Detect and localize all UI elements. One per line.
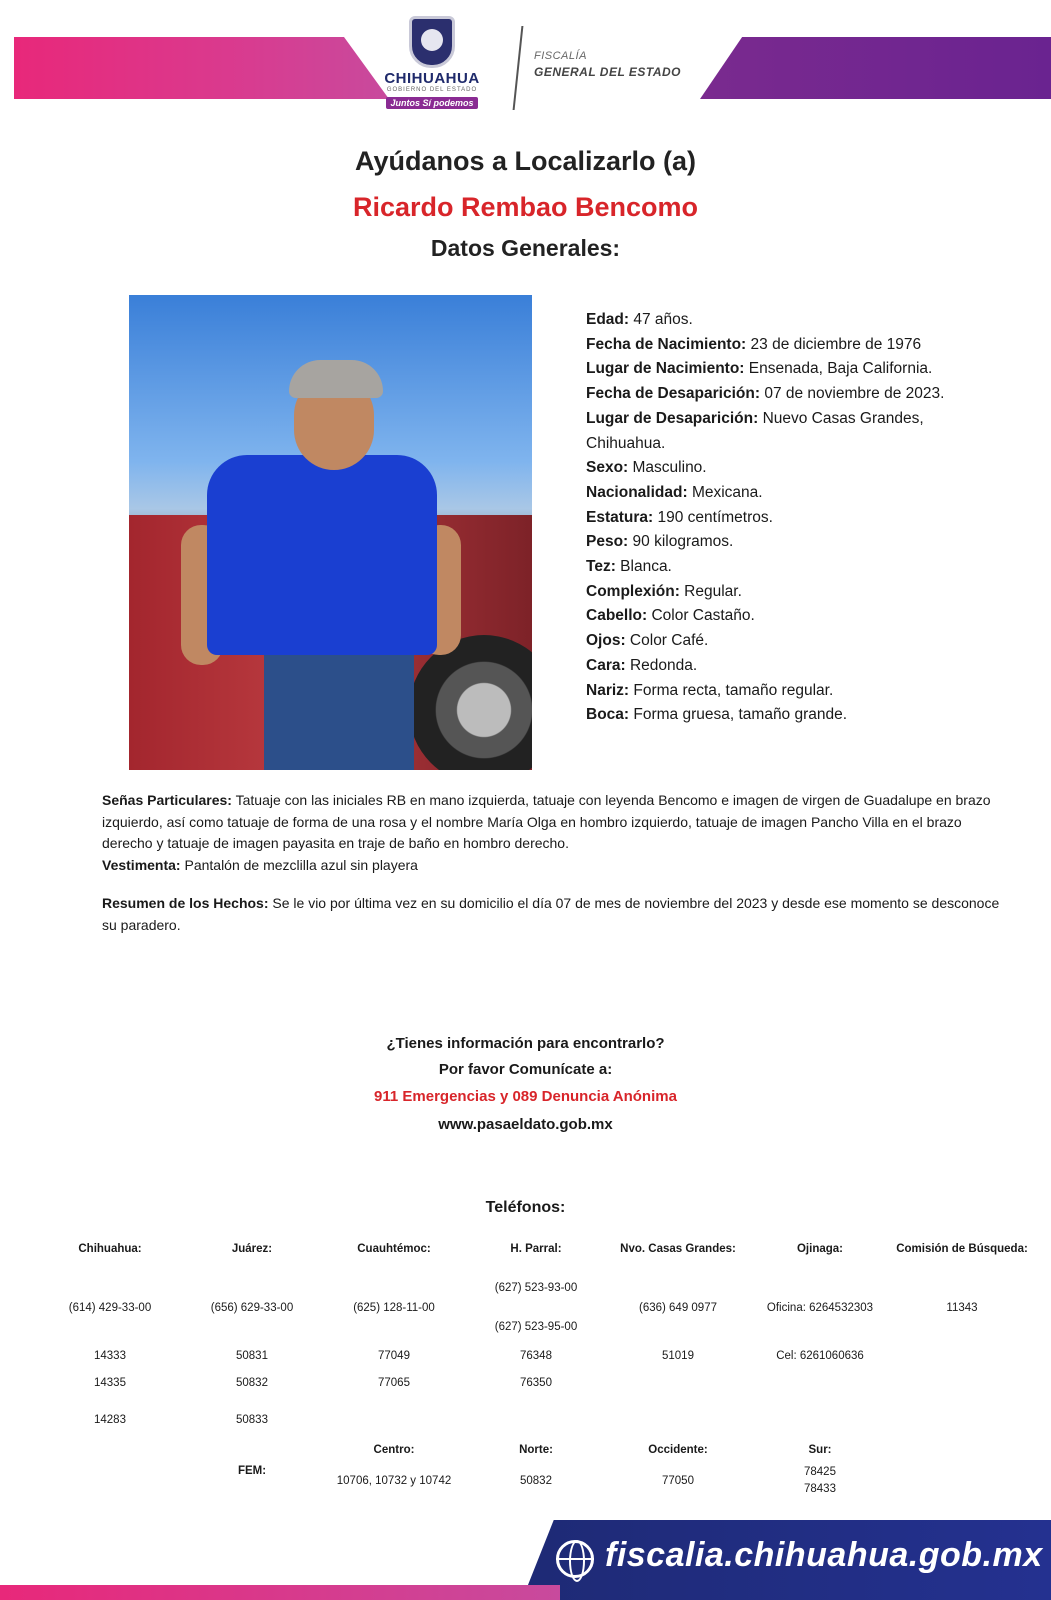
ext-chihuahua-3: 14283 [94,1414,126,1426]
fem-occidente-value: 77050 [662,1475,694,1487]
phone-header-juarez: Juárez: [231,1243,273,1255]
phone-comision-main: 11343 [946,1302,978,1314]
phone-ojinaga-cel: Cel: 6261060636 [776,1350,864,1362]
ext-nvo-casas-1: 51019 [662,1350,694,1362]
contact-please: Por favor Comunícate a: [438,1061,613,1078]
distinguishing-marks [102,790,1012,876]
phone-parral-main1: (627) 523-93-00 [494,1282,578,1294]
fem-header-norte: Norte: [519,1444,553,1456]
ext-chihuahua-2: 14335 [94,1377,126,1389]
ext-chihuahua-1: 14333 [94,1350,126,1362]
data-estatura: Estatura: 190 centímetros. [586,508,773,526]
data-lugar-desaparicion: Lugar de Desaparición: Nuevo Casas Grandes, Chihuahua. [586,409,924,452]
phone-header-parral: H. Parral: [510,1243,562,1255]
vestimenta-paragraph: Vestimenta: Pantalón de mezclilla azul sin playera [102,856,418,873]
data-nacionalidad: Nacionalidad: Mexicana. [586,483,763,501]
data-edad: Edad: 47 años. [586,311,693,328]
slogan-badge: Juntos Sí podemos [386,97,477,109]
fem-header-occidente: Occidente: [648,1444,708,1456]
data-tez: Tez: Blanca. [586,558,672,576]
fem-norte-value: 50832 [520,1475,552,1487]
phone-header-chihuahua: Chihuahua: [78,1243,142,1255]
summary-of-facts: Resumen de los Hechos: Se le vio por última vez en su domicilio el día 07 de mes de noviembre del 2023 y desde ese momento se desconoce su paradero. [102,895,1000,933]
data-nariz: Nariz: Forma recta, tamaño regular. [586,681,834,699]
shield-icon [409,16,455,68]
ext-parral-2: 76350 [520,1377,552,1389]
fem-centro-value: 10706, 10732 y 10742 [336,1475,452,1487]
data-sexo: Sexo: Masculino. [586,459,707,477]
ext-parral-1: 76348 [520,1350,552,1362]
phone-header-ojinaga: Ojinaga: [796,1243,843,1255]
photo-shirt [207,455,437,655]
data-cabello: Cabello: Color Castaño. [586,607,755,625]
phones-title: Teléfonos: [485,1199,566,1216]
data-cara: Cara: Redonda. [586,656,698,674]
header-divider [513,26,524,110]
phone-nvo-casas-main: (636) 649 0977 [638,1302,717,1314]
fem-header-centro: Centro: [373,1444,415,1456]
data-fecha-desaparicion: Fecha de Desaparición: 07 de noviembre de 2023. [586,385,945,403]
ext-cuauhtemoc-1: 77049 [378,1350,410,1362]
phone-juarez-main: (656) 629-33-00 [210,1302,294,1314]
phone-parral-main2: (627) 523-95-00 [494,1321,578,1333]
ext-juarez-1: 50831 [236,1350,268,1362]
org-line1: FISCALÍA [534,50,587,62]
state-name: CHIHUAHUA [384,70,480,87]
data-lugar-nacimiento: Lugar de Nacimiento: Ensenada, Baja California. [586,360,933,378]
data-ojos: Ojos: Color Café. [586,632,709,650]
phone-chihuahua-main: (614) 429-33-00 [68,1302,152,1314]
org-name [534,48,681,81]
footer-pink-line [0,1585,560,1600]
header-band-right [700,37,1051,99]
data-complexion: Complexión: Regular. [586,582,742,600]
org-line2: GENERAL DEL ESTADO [534,65,682,79]
phone-ojinaga-office: Oficina: 6264532303 [766,1302,874,1314]
data-fecha-nacimiento: Fecha de Nacimiento: 23 de diciembre de 1976 [586,335,922,353]
state-logo [372,16,492,116]
phone-header-nvo-casas: Nvo. Casas Grandes: [620,1243,736,1255]
globe-icon [556,1540,594,1578]
ext-cuauhtemoc-2: 77065 [378,1377,410,1389]
contact-question: ¿Tienes información para encontrarlo? [386,1035,665,1052]
page-title: Ayúdanos a Localizarlo (a) [354,146,697,176]
ext-juarez-3: 50833 [236,1414,268,1426]
fem-sur-value1: 78425 [804,1466,836,1478]
tip-website-link[interactable]: www.pasaeldato.gob.mx [438,1116,613,1133]
state-sub: GOBIERNO DEL ESTADO [386,87,478,93]
emergency-numbers: 911 Emergencias y 089 Denuncia Anónima [374,1088,677,1105]
footer-website-link[interactable]: fiscalia.chihuahua.gob.mx [605,1536,1043,1574]
section-title: Datos Generales: [430,235,621,261]
header-band-left [14,37,389,99]
general-data-list [586,308,1046,728]
phone-header-cuauhtemoc: Cuauhtémoc: [357,1243,431,1255]
fem-label: FEM: [237,1465,267,1477]
ext-juarez-2: 50832 [236,1377,268,1389]
person-photo [129,295,532,770]
senas-paragraph: Señas Particulares: Tatuaje con las iniciales RB en mano izquierda, tatuaje con leyenda Bencomo e imagen de virgen de Guadalupe en brazo izquierdo, así como tatuaje de forma de una rosa y el nombre María Olga en hombro izquierdo, tatuaje de imagen Pancho Villa en el brazo derecho y tatuaje de imagen payasita en traje de baño en hombro derecho. [102,792,991,851]
phone-cuauhtemoc-main: (625) 128-11-00 [353,1302,435,1314]
fem-header-sur: Sur: [808,1444,832,1456]
phone-header-comision: Comisión de Búsqueda: [896,1243,1028,1255]
data-peso: Peso: 90 kilogramos. [586,533,734,551]
photo-pants [264,645,414,770]
photo-cap [289,360,383,398]
person-name: Ricardo Rembao Bencomo [352,192,699,222]
fem-sur-value2: 78433 [804,1483,836,1495]
data-boca: Boca: Forma gruesa, tamaño grande. [586,706,848,724]
